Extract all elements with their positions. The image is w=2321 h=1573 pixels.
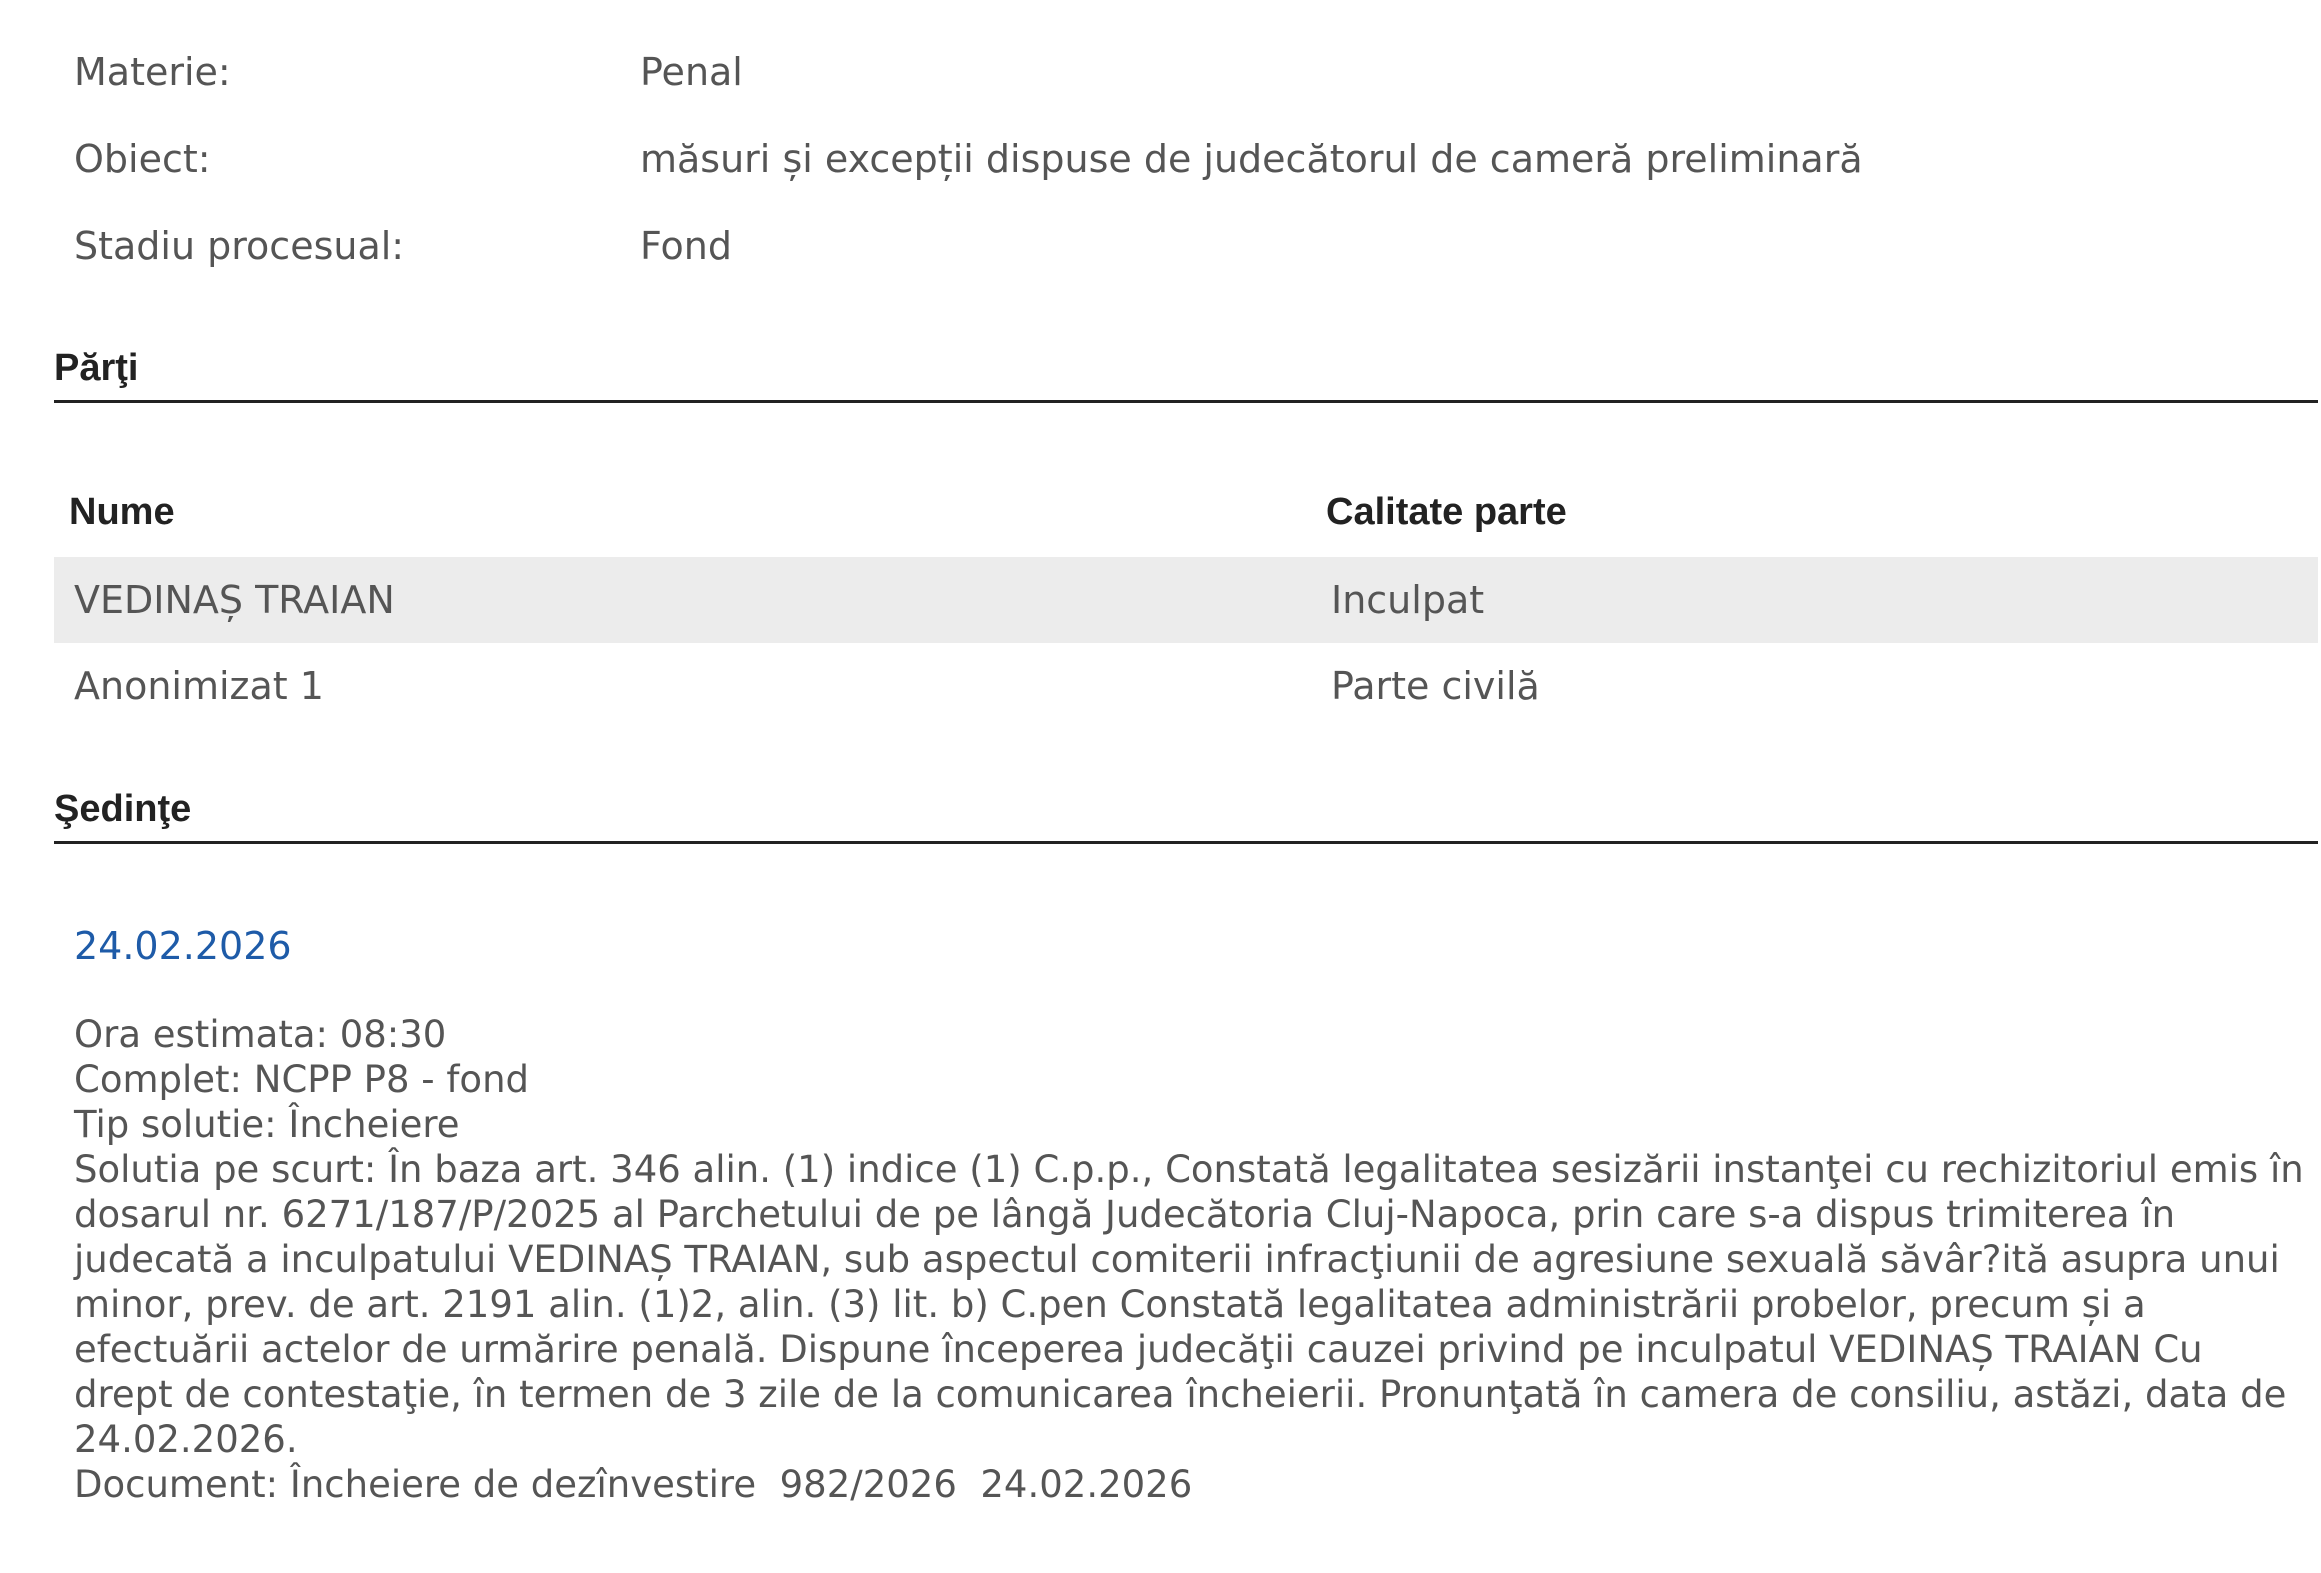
table-row [54, 643, 2318, 729]
sedinte-section-divider [54, 841, 2318, 844]
parti-section-title: Părţi [54, 347, 139, 389]
party-name: VEDINAȘ TRAIAN [74, 578, 395, 622]
session-details [74, 1012, 2304, 1507]
session-ora: Ora estimata: 08:30 [74, 1013, 447, 1056]
party-role: Parte civilă [1331, 664, 1540, 708]
party-role: Inculpat [1331, 578, 1485, 622]
session-complet: Complet: NCPP P8 - fond [74, 1058, 530, 1101]
obiect-label: Obiect: [74, 137, 211, 181]
materie-value: Penal [640, 50, 743, 94]
session-tip-solutie: Tip solutie: Încheiere [74, 1103, 460, 1146]
stadiu-label: Stadiu procesual: [74, 224, 405, 268]
session-date: 24.02.2026 [74, 924, 292, 968]
materie-label: Materie: [74, 50, 231, 94]
session-document: Document: Încheiere de dezînvestire 982/2026 24.02.2026 [74, 1463, 1193, 1506]
column-header-calitate: Calitate parte [1326, 491, 1567, 533]
column-header-nume: Nume [69, 491, 175, 533]
session-solutia: Solutia pe scurt: În baza art. 346 alin. (1) indice (1) C.p.p., Constată legalitatea sesizării instanţei cu rechizitoriul emis în dosarul nr. 6271/187/P/2025 al Parchetului de pe lângă Judecătoria Cluj-Napoca, prin care s-a dispus trimiterea în judecată a inculpatului VEDINAȘ TRAIAN, sub aspectul comiterii infracţiunii de agresiune sexuală săvâr?ită asupra unui minor, prev. de art. 2191 alin. (1)2, alin. (3) lit. b) C.pen Constată legalitatea administrării probelor, precum și a efectuării actelor de urmărire penală. Dispune începerea judecăţii cauzei privind pe inculpatul VEDINAȘ TRAIAN Cu drept de contestaţie, în termen de 3 zile de la comunicarea încheierii. Pronunţată în camera de consiliu, astăzi, data de 24.02.2026. [74, 1148, 2304, 1461]
parti-section-divider [54, 400, 2318, 403]
parti-table-header [54, 488, 2318, 536]
sedinte-section-title: Şedinţe [54, 788, 192, 830]
table-row [54, 557, 2318, 643]
obiect-value: măsuri și excepții dispuse de judecătorul de cameră preliminară [640, 137, 1863, 181]
party-name: Anonimizat 1 [74, 664, 324, 708]
stadiu-value: Fond [640, 224, 732, 268]
